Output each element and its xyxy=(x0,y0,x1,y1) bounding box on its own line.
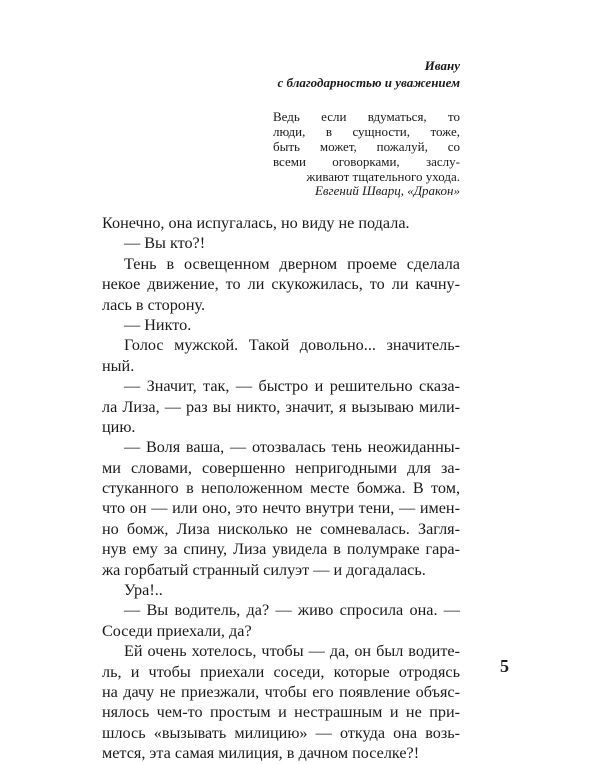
text-line: что он — или оно, это нечто внутри тени, — имен- xyxy=(102,499,460,518)
text-line: — Никто. xyxy=(124,315,192,334)
text-line: некое движение, то ли скукожилась, то ли качну- xyxy=(102,275,460,294)
text-line: Тень в освещенном дверном проеме сделала xyxy=(124,254,460,273)
text-line: ный. xyxy=(102,356,135,375)
epigraph-line: живают тщательного ухода. xyxy=(306,169,460,184)
body-text xyxy=(102,213,460,764)
text-line: стуканного в неположенном месте бомжа. В том, xyxy=(102,479,460,498)
text-line: нялось чем-то простым и нестрашным и не при- xyxy=(102,703,460,722)
text-line: нув ему за спину, Лиза увидела в полумраке гара- xyxy=(102,540,460,559)
text-line: но бомж, Лиза нисколько не сомневалась. Загля- xyxy=(102,519,460,538)
epigraph-author: Евгений Шварц, «Дракон» xyxy=(314,183,460,198)
text-line: Конечно, она испугалась, но виду не подала. xyxy=(102,214,410,232)
text-line: ла Лиза, — раз вы никто, значит, я вызываю мили- xyxy=(102,397,460,416)
epigraph-line: Ведь если вдуматься, то xyxy=(273,109,460,124)
text-line: — Вы кто?! xyxy=(124,234,206,253)
text-line: Ей очень хотелось, чтобы — да, он был водите- xyxy=(124,642,460,661)
epigraph xyxy=(273,109,460,184)
text-line: — Вы водитель, да? — живо спросила она. — xyxy=(124,601,460,620)
dedication xyxy=(160,57,460,91)
epigraph-line: всеми оговорками, заслу- xyxy=(273,154,460,169)
text-line: Ура!.. xyxy=(124,581,163,600)
text-line: цию. xyxy=(102,417,136,436)
dedication-note: с благодарностью и уважением xyxy=(277,75,460,90)
text-line: — Воля ваша, — отозвалась тень неожиданны- xyxy=(124,438,460,457)
dedication-recipient: Ивану xyxy=(424,58,460,73)
text-line: Соседи приехали, да? xyxy=(102,621,252,640)
text-line: ль, и чтобы приехали соседи, которые отродясь xyxy=(102,662,460,681)
text-line: мется, эта самая милиция, в дачном поселке?! xyxy=(102,744,420,763)
page-number: 5 xyxy=(500,656,509,676)
text-line: шлось «вызывать милицию» — откуда она возь- xyxy=(102,723,460,742)
text-line: жа горбатый странный силуэт — и догадалась. xyxy=(102,560,426,579)
text-line: лась в сторону. xyxy=(102,295,206,314)
text-line: на дачу не приезжали, чтобы его появление объяс- xyxy=(102,682,460,701)
text-line: — Значит, так, — быстро и решительно сказа- xyxy=(124,377,460,396)
epigraph-line: люди, в сущности, тоже, xyxy=(273,124,460,139)
epigraph-line: быть может, пожалуй, со xyxy=(273,139,460,154)
text-line: ми словами, совершенно непригодными для за- xyxy=(102,458,460,477)
text-line: Голос мужской. Такой довольно... значитель- xyxy=(124,336,460,355)
